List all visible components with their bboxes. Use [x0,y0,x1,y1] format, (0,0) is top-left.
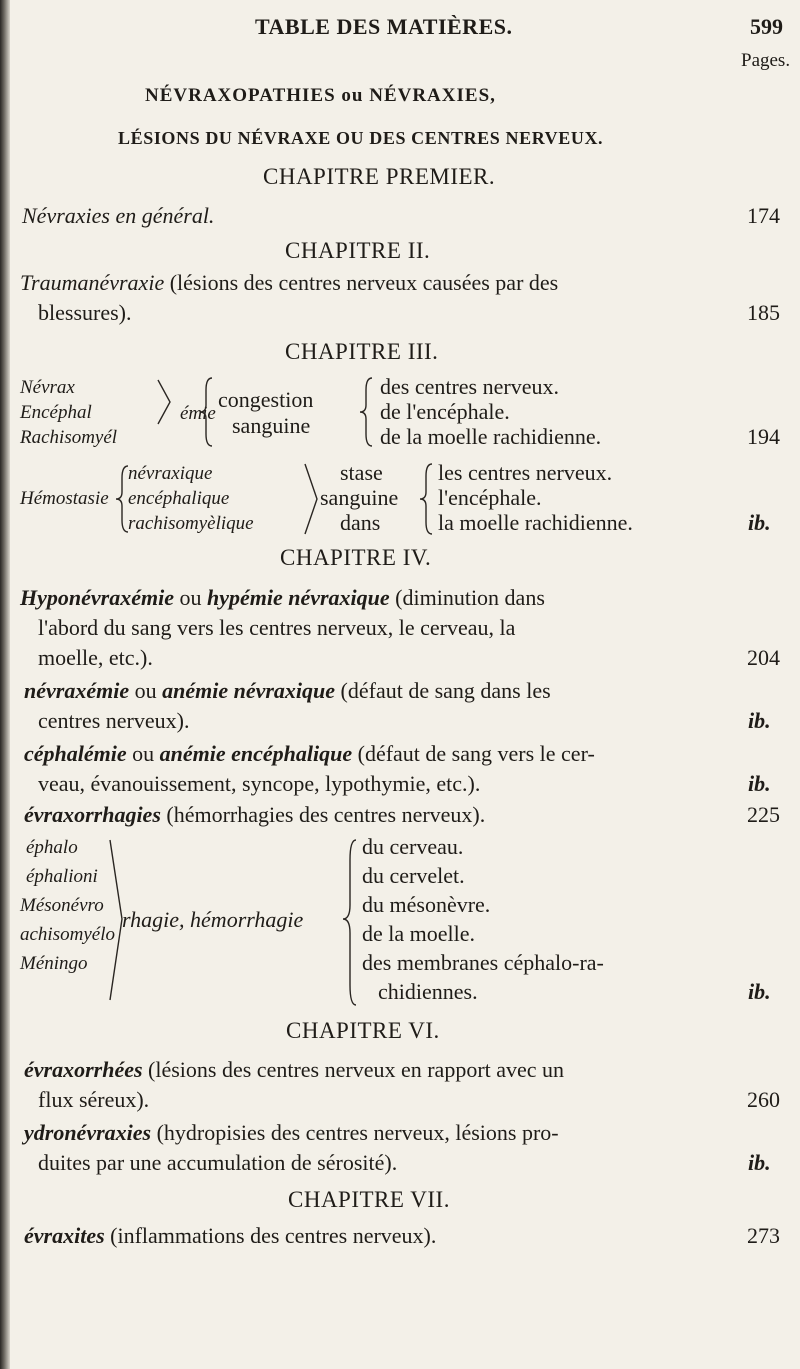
term-ending: de la moelle. [362,921,476,946]
brace-group3-left [110,840,122,1000]
term-prefix: Hémostasie [20,488,109,509]
term-suffix: encéphalique [128,488,230,509]
chapter-heading: CHAPITRE II. [285,238,431,263]
toc-entry-term: anémie encéphalique [159,741,353,766]
toc-entry-page: ib. [748,1150,771,1175]
toc-entry-text: centres nerveux). [38,708,190,733]
toc-entry-term: Traumanévraxie [20,270,165,295]
chapter-heading: CHAPITRE PREMIER. [263,164,496,189]
toc-entry-or: ou [132,741,155,766]
term-prefix: Encéphal [20,402,92,423]
toc-entry-term: anémie névraxique [162,678,336,703]
toc-entry-text: flux séreux). [38,1087,150,1112]
toc-entry-text: (défaut de sang vers le cer- [357,741,595,766]
term-suffix: émie [180,403,216,424]
brace-group2-prefix [116,466,128,532]
term-prefix: Méningo [20,953,88,974]
term-ending: des membranes céphalo-ra- [362,950,604,975]
term-suffix: rachisomyèlique [128,513,254,534]
term-prefix: achisomyélo [20,924,115,945]
chapter-heading: CHAPITRE IV. [280,545,432,570]
term-prefix: éphalo [26,837,78,858]
toc-entry-text: (diminution dans [395,585,545,610]
brace-group3-right [343,840,356,1005]
part-subtitle: LÉSIONS DU NÉVRAXE OU DES CENTRES NERVEUX. [118,128,604,148]
term-ending: du cerveau. [362,834,464,859]
toc-entry-page: ib. [748,510,771,535]
brace-group1-left [158,380,170,424]
toc-entry-page: 194 [747,424,780,449]
term-suffix: rhagie, hémorrhagie [122,907,304,932]
brace-group1-mid [200,378,212,446]
toc-entry-page: 225 [747,802,780,827]
term-middle: sanguine [232,413,311,438]
term-prefix: Rachisomyél [20,427,118,448]
term-ending: de l'encéphale. [380,399,510,424]
toc-entry-text: (inflammations des centres nerveux). [110,1223,437,1248]
term-middle: congestion [218,387,314,412]
toc-entry-text: veau, évanouissement, syncope, lypothymie, etc.). [38,771,481,796]
toc-entry-text: moelle, etc.). [38,645,153,670]
term-ending: du mésonèvre. [362,892,491,917]
brace-group1-right [360,378,372,446]
toc-entry-page: 185 [747,300,780,325]
toc-entry-or: ou [134,678,157,703]
toc-entry-text: (hydropisies des centres nerveux, lésions pro- [156,1120,559,1145]
toc-entry-term: évraxorrhagies [24,802,161,827]
toc-entry-term: ydronévraxies [24,1120,152,1145]
running-header: TABLE DES MATIÈRES. [255,14,513,39]
term-ending: chidiennes. [378,979,478,1004]
term-ending: la moelle rachidienne. [438,510,633,535]
toc-entry-term: céphalémie [24,741,127,766]
term-ending: de la moelle rachidienne. [380,424,602,449]
toc-entry-text: l'abord du sang vers les centres nerveux, le cerveau, la [38,615,516,640]
toc-entry-page: ib. [748,771,771,796]
toc-entry-text: (hémorrhagies des centres nerveux). [166,802,486,827]
toc-entry-term: Hyponévraxémie [20,585,174,610]
toc-entry-term: hypémie névraxique [206,585,390,610]
toc-entry-text: (lésions des centres nerveux en rapport avec un [148,1057,565,1082]
term-ending: du cervelet. [362,863,465,888]
term-suffix: névraxique [128,463,213,484]
toc-entry-term: Névraxies en général. [22,203,215,228]
toc-entry-text: blessures). [38,300,132,325]
pages-column-label: Pages. [741,50,791,71]
term-ending: les centres nerveux. [438,460,613,485]
toc-entry-page: 174 [747,203,780,228]
term-prefix: Névrax [20,377,75,398]
chapter-heading: CHAPITRE III. [285,339,439,364]
chapter-heading: CHAPITRE VII. [288,1187,450,1212]
page-number: 599 [750,14,783,39]
toc-entry-page: 273 [747,1223,780,1248]
term-middle: stase [340,460,383,485]
term-middle: dans [340,510,381,535]
term-middle: sanguine [320,485,399,510]
toc-entry-text: (défaut de sang dans les [340,678,551,703]
chapter-heading: CHAPITRE VI. [286,1018,440,1043]
toc-entry-page: 260 [747,1087,780,1112]
toc-entry-page: ib. [748,708,771,733]
part-title: NÉVRAXOPATHIES ou NÉVRAXIES, [145,85,496,106]
brace-group2-mid [305,464,317,534]
toc-entry-term: évraxites [24,1223,105,1248]
toc-entry-term: évraxorrhées [24,1057,143,1082]
term-ending: des centres nerveux. [380,374,559,399]
term-prefix: éphalioni [26,866,98,887]
toc-entry-page: 204 [747,645,780,670]
toc-entry-term: névraxémie [24,678,130,703]
brace-group2-right [420,464,432,534]
toc-entry-page: ib. [748,979,771,1004]
term-ending: l'encéphale. [438,485,542,510]
toc-entry-or: ou [179,585,202,610]
term-prefix: Mésonévro [20,895,104,916]
toc-entry-text: duites par une accumulation de sérosité). [38,1150,398,1175]
toc-entry-text: (lésions des centres nerveux causées par des [169,270,559,295]
